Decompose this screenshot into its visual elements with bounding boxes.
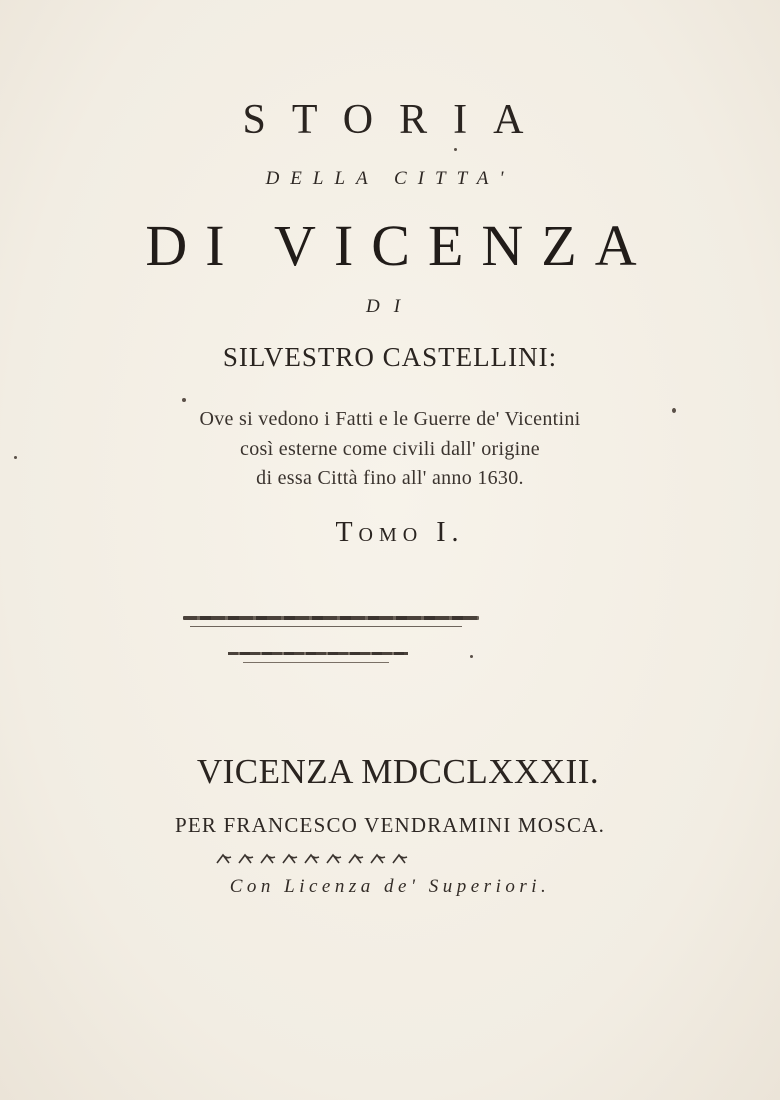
decorative-rule-top [183,616,479,620]
book-title: STORIA [242,97,550,143]
decorative-rule-top-thin [190,626,462,627]
ink-speck [454,148,457,151]
city-name: DI VICENZA [145,213,655,278]
author-name: SILVESTRO CASTELLINI: [222,342,558,372]
by-line: DI [365,296,415,317]
volume-number: Tomo I. [335,517,465,548]
ink-speck [182,398,186,402]
decorative-rule-bottom [228,652,408,655]
ornament-border-icon [215,852,415,866]
printer-name: PER FRANCESCO VENDRAMINI MOSCA. [174,813,606,837]
book-subtitle: DELLA CITTA' [265,168,515,189]
ink-speck [672,408,676,413]
description-line-1: Ove si vedono i Fatti e le Guerre de' Vicentini [199,408,581,430]
license-line: Con Licenza de' Superiori. [229,876,551,897]
ink-speck [14,456,17,459]
ink-speck [470,655,473,658]
description-line-3: di essa Città fino all' anno 1630. [256,467,524,489]
decorative-rule-bottom-thin [243,662,389,663]
imprint-place-date: VICENZA MDCCLXXXII. [196,752,600,791]
description-line-2: così esterne come civili dall' origine [240,438,540,460]
